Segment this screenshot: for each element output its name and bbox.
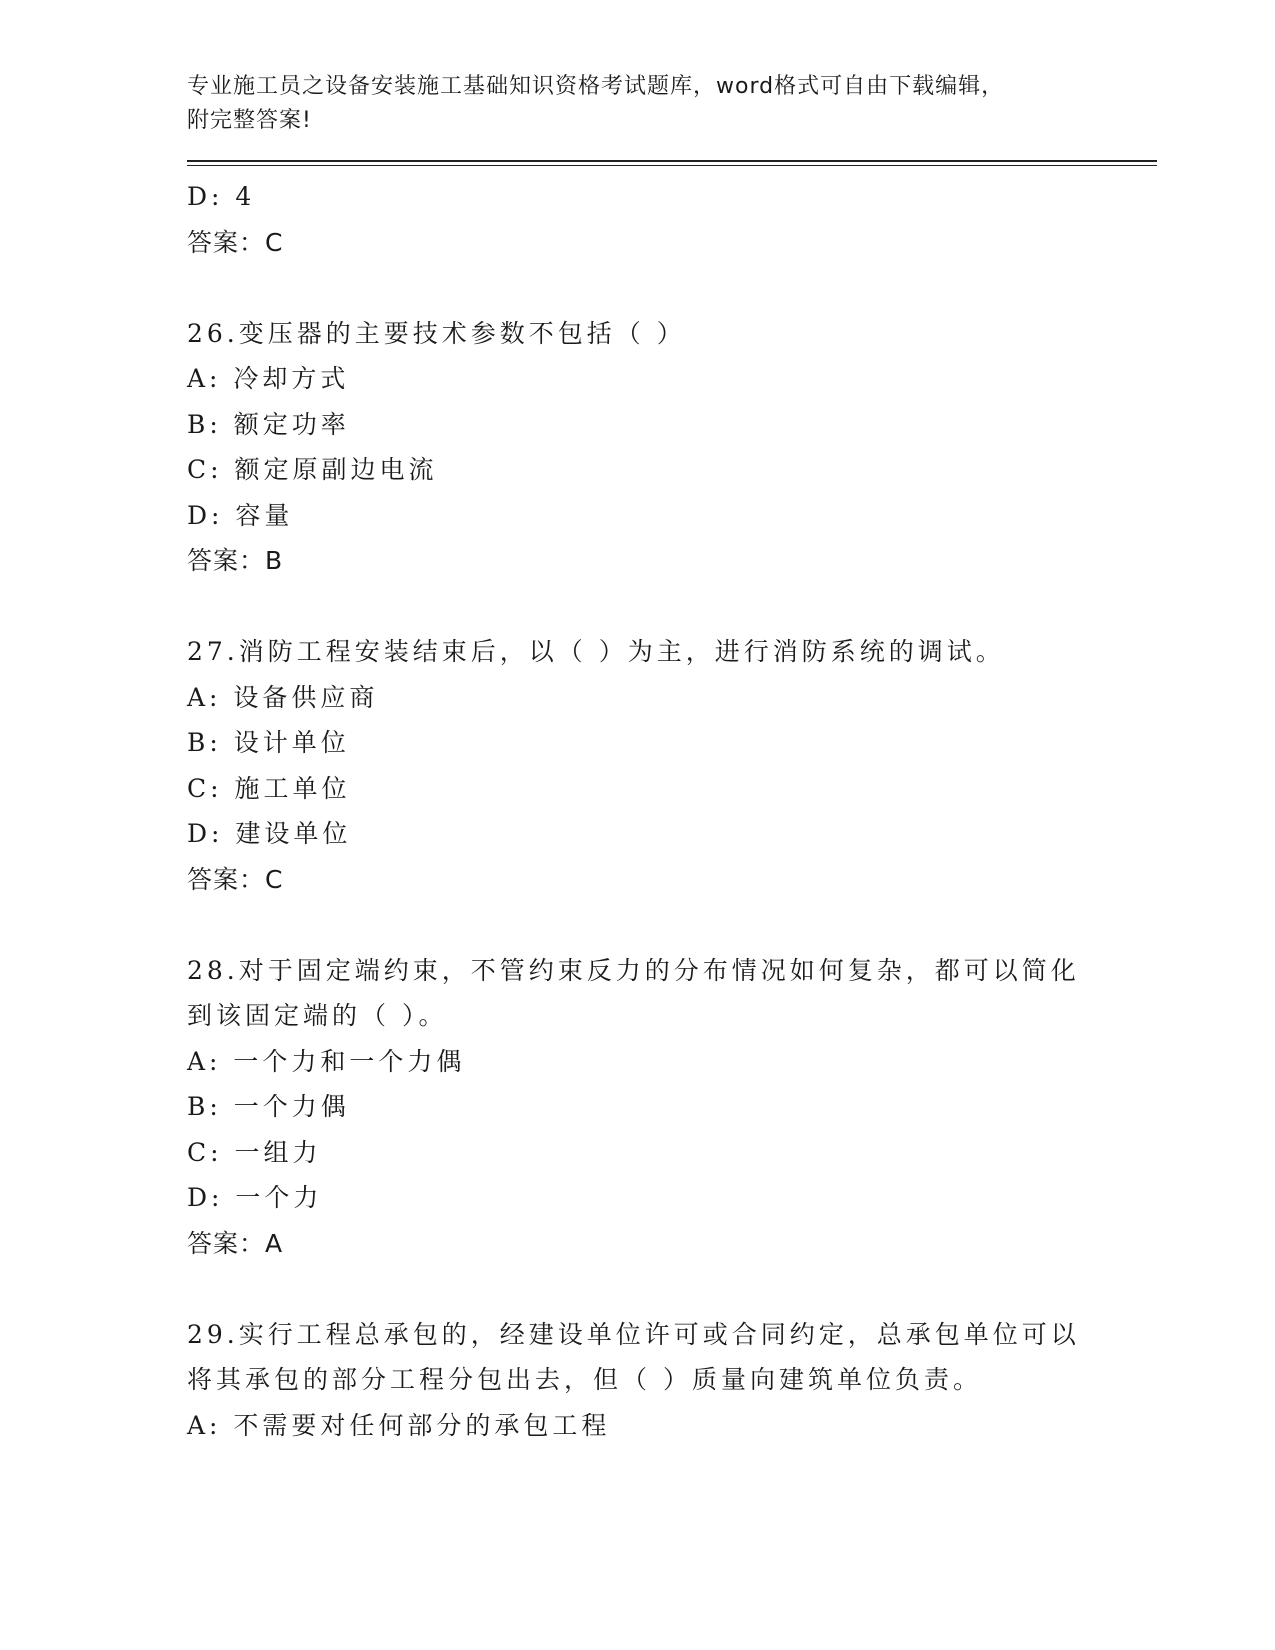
document-body — [187, 174, 1157, 1448]
option-b: B: 一个力偶 — [187, 1092, 350, 1121]
option-c: C: 施工单位 — [187, 773, 351, 803]
header-divider-thin — [187, 165, 1157, 166]
question-26 — [187, 311, 1157, 584]
question-stem-line-2: 到该固定端的（ ）。 — [187, 1001, 448, 1030]
option-b: B: 额定功率 — [187, 409, 350, 439]
prev-option-d: D: 4 — [187, 182, 256, 211]
option-a: A: 冷却方式 — [187, 364, 350, 393]
option-d: D: 建设单位 — [187, 819, 352, 848]
option-a: A: 设备供应商 — [187, 682, 379, 712]
header-divider — [187, 160, 1157, 162]
answer: 答案：C — [187, 864, 284, 894]
question-stem-line-1: 28.对于固定端约束，不管约束反力的分布情况如何复杂，都可以简化 — [187, 955, 1080, 985]
option-c: C: 一组力 — [187, 1137, 322, 1167]
option-c: C: 额定原副边电流 — [187, 455, 438, 484]
question-stem: 27.消防工程安装结束后，以（ ）为主，进行消防系统的调试。 — [187, 637, 1005, 666]
question-28 — [187, 948, 1157, 1267]
option-d: D: 容量 — [187, 500, 294, 530]
option-d: D: 一个力 — [187, 1183, 323, 1212]
question-29 — [187, 1312, 1157, 1449]
option-a: A: 一个力和一个力偶 — [187, 1046, 466, 1076]
header-title-line-1: 专业施工员之设备安装施工基础知识资格考试题库，word格式可自由下载编辑， — [187, 74, 1005, 99]
question-27 — [187, 629, 1157, 902]
question-stem-line-2: 将其承包的部分工程分包出去，但（ ）质量向建筑单位负责。 — [187, 1365, 982, 1394]
document-page — [187, 70, 1157, 1448]
answer: 答案：A — [187, 1228, 284, 1258]
question-stem-line-1: 29.实行工程总承包的，经建设单位许可或合同约定，总承包单位可以 — [187, 1319, 1080, 1349]
document-header — [187, 70, 1067, 138]
option-a: A: 不需要对任何部分的承包工程 — [187, 1410, 611, 1440]
question-stem: 26.变压器的主要技术参数不包括（ ） — [187, 318, 686, 348]
header-title-line-2: 附完整答案! — [187, 108, 312, 133]
prev-answer: 答案：C — [187, 227, 284, 257]
option-b: B: 设计单位 — [187, 728, 350, 757]
answer: 答案：B — [187, 546, 284, 575]
